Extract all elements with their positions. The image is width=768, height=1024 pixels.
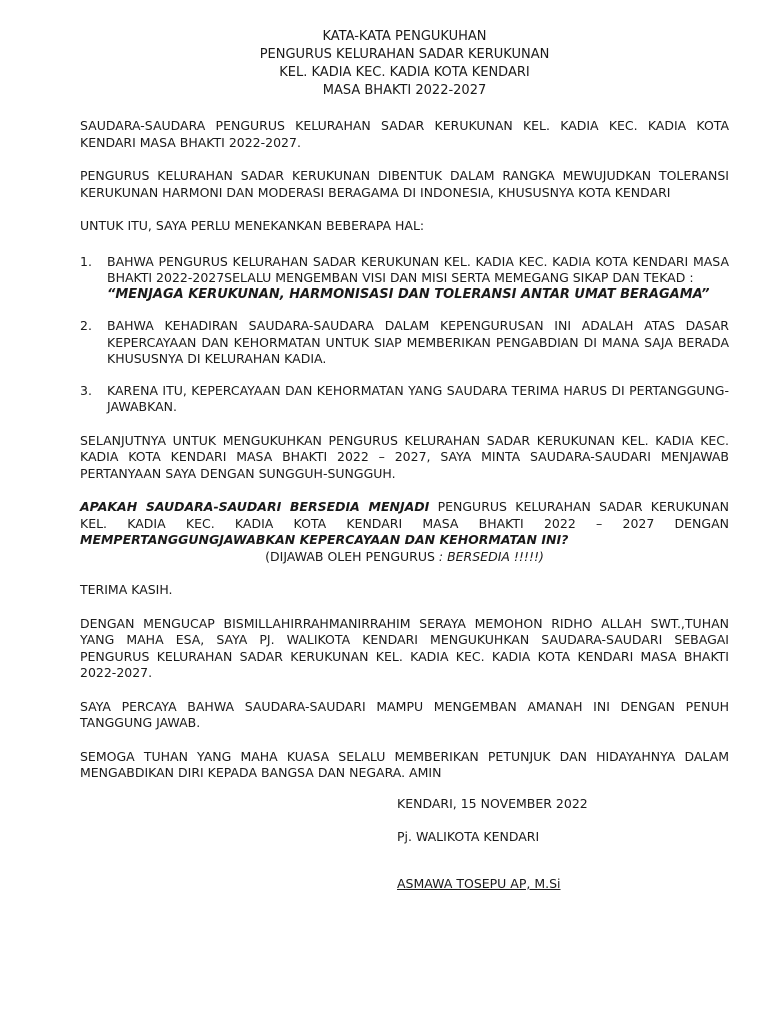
- thanks-text: TERIMA KASIH.: [80, 582, 173, 597]
- list-item-text: BAHWA KEHADIRAN SAUDARA-SAUDARA DALAM KEPENGURUSAN INI ADALAH ATAS DASAR KEPERCAYAAN DAN KEHORMATAN UNTUK SIAP MEMBERIKAN PENGABDIAN DI MANA SAJA BERADA KHUSUSNYA DI KELURAHAN KADIA.: [107, 318, 729, 366]
- signatory-name: ASMAWA TOSEPU AP, M.Si: [397, 875, 561, 891]
- answer-line: [80, 549, 729, 566]
- question-end: MEMPERTANGGUNGJAWABKAN KEPERCAYAAN DAN KEHORMATAN INI?: [80, 532, 569, 547]
- answer-prefix: (DIJAWAB OLEH PENGURUS: [265, 548, 435, 564]
- opening-paragraph: SAUDARA-SAUDARA PENGURUS KELURAHAN SADAR KERUKUNAN KEL. KADIA KEC. KADIA KOTA KENDARI MASA BHAKTI 2022-2027.: [80, 118, 729, 150]
- title-line-4: MASA BHAKTI 2022-2027: [322, 83, 487, 98]
- list-item-text: BAHWA PENGURUS KELURAHAN SADAR KERUKUNAN KEL. KADIA KEC. KADIA KOTA KENDARI MASA BHAKTI 2022-2027SELALU MENGEMBAN VISI DAN MISI SERTA MEMEGANG SIKAP DAN TEKAD :: [107, 253, 729, 285]
- question-body: PENGURUS KELURAHAN SADAR KERUKUNAN KEL. KADIA KEC. KADIA KOTA KENDARI MASA BHAKTI 2022 – 2027 DENGAN: [80, 499, 729, 531]
- document-page: [80, 28, 729, 909]
- list-item-number: 1.: [80, 253, 92, 269]
- document-title: [80, 28, 729, 100]
- closing-prayer: SEMOGA TUHAN YANG MAHA KUASA SELALU MEMBERIKAN PETUNJUK DAN HIDAYAHNYA DALAM MENGABDIKAN DIRI KEPADA BANGSA DAN NEGARA. AMIN: [80, 748, 729, 780]
- list-item-number: 2.: [80, 318, 92, 333]
- title-line-2: PENGURUS KELURAHAN SADAR KERUKUNAN: [259, 47, 550, 62]
- points-list: [80, 254, 729, 416]
- list-item-text: KARENA ITU, KEPERCAYAAN DAN KEHORMATAN YANG SAUDARA TERIMA HARUS DI PERTANGGUNG-JAWABKAN.: [107, 382, 729, 414]
- list-item: [80, 254, 729, 304]
- list-item: [80, 383, 729, 416]
- inauguration-paragraph: DENGAN MENGUCAP BISMILLAHIRRAHMANIRRAHIM SERAYA MEMOHON RIDHO ALLAH SWT.,TUHAN YANG MAHA ESA, SAYA PJ. WALIKOTA KENDARI MENGUKUHKAN SAUDARA-SAUDARI SEBAGAI PENGURUS KELURAHAN SADAR KERUKUNAN KEL. KADIA KEC. KADIA KOTA KENDARI MASA BHAKTI 2022-2027.: [80, 615, 729, 680]
- question-paragraph: [80, 499, 729, 549]
- title-line-1: KATA-KATA PENGUKUHAN: [322, 29, 487, 44]
- signatory-position: Pj. WALIKOTA KENDARI: [397, 829, 540, 844]
- place-date: KENDARI, 15 NOVEMBER 2022: [397, 795, 588, 811]
- question-lead: APAKAH SAUDARA-SAUDARI BERSEDIA MENJADI: [80, 499, 430, 514]
- motto-text: “MENJAGA KERUKUNAN, HARMONISASI DAN TOLERANSI ANTAR UMAT BERAGAMA”: [107, 286, 710, 302]
- emphasis-intro: UNTUK ITU, SAYA PERLU MENEKANKAN BEBERAPA HAL:: [80, 218, 425, 233]
- request-paragraph: SELANJUTNYA UNTUK MENGUKUHKAN PENGURUS KELURAHAN SADAR KERUKUNAN KEL. KADIA KEC. KADIA KOTA KENDARI MASA BHAKTI 2022 – 2027, SAYA MINTA SAUDARA-SAUDARI MENJAWAB PERTANYAAN SAYA DENGAN SUNGGUH-SUNGGUH.: [80, 432, 729, 481]
- trust-paragraph: SAYA PERCAYA BAHWA SAUDARA-SAUDARI MAMPU MENGEMBAN AMANAH INI DENGAN PENUH TANGGUNG JAWAB.: [80, 698, 729, 730]
- list-item-number: 3.: [80, 382, 92, 398]
- answer-value: : BERSEDIA !!!!!): [434, 548, 544, 564]
- signature-block: [397, 796, 729, 893]
- title-line-3: KEL. KADIA KEC. KADIA KOTA KENDARI: [279, 65, 530, 80]
- purpose-paragraph: PENGURUS KELURAHAN SADAR KERUKUNAN DIBENTUK DALAM RANGKA MEWUJUDKAN TOLERANSI KERUKUNAN HARMONI DAN MODERASI BERAGAMA DI INDONESIA, KHUSUSNYA KOTA KENDARI: [80, 168, 729, 200]
- list-item: [80, 318, 729, 368]
